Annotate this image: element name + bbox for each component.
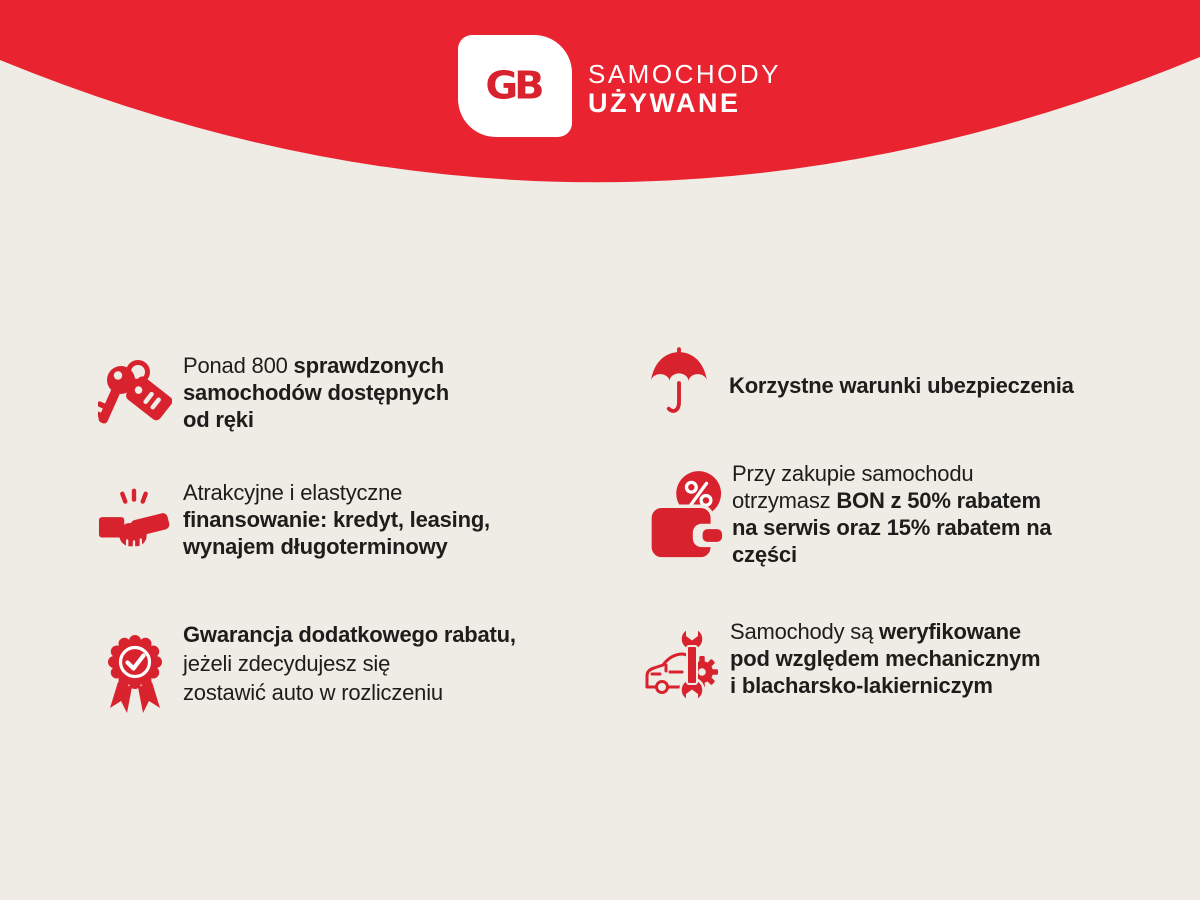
feature-text: [732, 460, 1051, 568]
feature-text-line: i blacharsko-lakierniczym: [730, 673, 993, 698]
feature-text-line: Ponad 800 sprawdzonych: [183, 353, 444, 378]
feature-available-cars: [98, 352, 449, 435]
header-curve: [0, 0, 1200, 320]
feature-text: [730, 618, 1040, 699]
feature-text-line: wynajem długoterminowy: [183, 534, 448, 559]
feature-text-line: jeżeli zdecydujesz się: [183, 651, 391, 676]
feature-text-line: pod względem mechanicznym: [730, 646, 1041, 671]
brand-line-samochody: SAMOCHODY: [588, 59, 781, 89]
feature-text-line: otrzymasz BON z 50% rabatem: [732, 488, 1041, 513]
feature-discount-guarantee: [98, 620, 516, 719]
feature-text-line: Gwarancja dodatkowego rabatu,: [183, 622, 516, 647]
feature-text-line: Przy zakupie samochodu: [732, 461, 974, 486]
handshake-icon: [98, 486, 170, 556]
feature-text-line: Korzystne warunki ubezpieczenia: [729, 372, 1074, 398]
feature-text-line: Atrakcyjne i elastyczne: [183, 480, 403, 505]
feature-insurance: [648, 346, 1074, 424]
umbrella-icon: [648, 346, 710, 424]
car-keys-icon: [98, 355, 172, 435]
feature-text-line: samochodów dostępnych: [183, 380, 449, 405]
brand-wordmark: [588, 60, 781, 118]
feature-text: [183, 352, 449, 433]
feature-text-line: części: [732, 542, 797, 567]
feature-text-line: finansowanie: kredyt, leasing,: [183, 507, 490, 532]
feature-text-line: na serwis oraz 15% rabatem na: [732, 515, 1052, 540]
feature-financing: [98, 479, 490, 560]
logo-card: [458, 35, 572, 137]
feature-text-line: od ręki: [183, 407, 254, 432]
feature-text-line: Samochody są weryfikowane: [730, 619, 1021, 644]
feature-verification: [642, 618, 1040, 706]
wallet-percent-icon: [648, 469, 724, 563]
feature-text-line: zostawić auto w rozliczeniu: [183, 680, 443, 705]
feature-text: [183, 620, 516, 707]
brand-line-uzywane: UŻYWANE: [588, 88, 741, 118]
car-service-icon: [642, 624, 722, 706]
feature-text: [183, 479, 490, 560]
feature-service-bonus: [648, 460, 1051, 568]
feature-text: [729, 372, 1074, 399]
gb-logo: GB: [485, 63, 541, 109]
award-badge-icon: [98, 629, 172, 719]
